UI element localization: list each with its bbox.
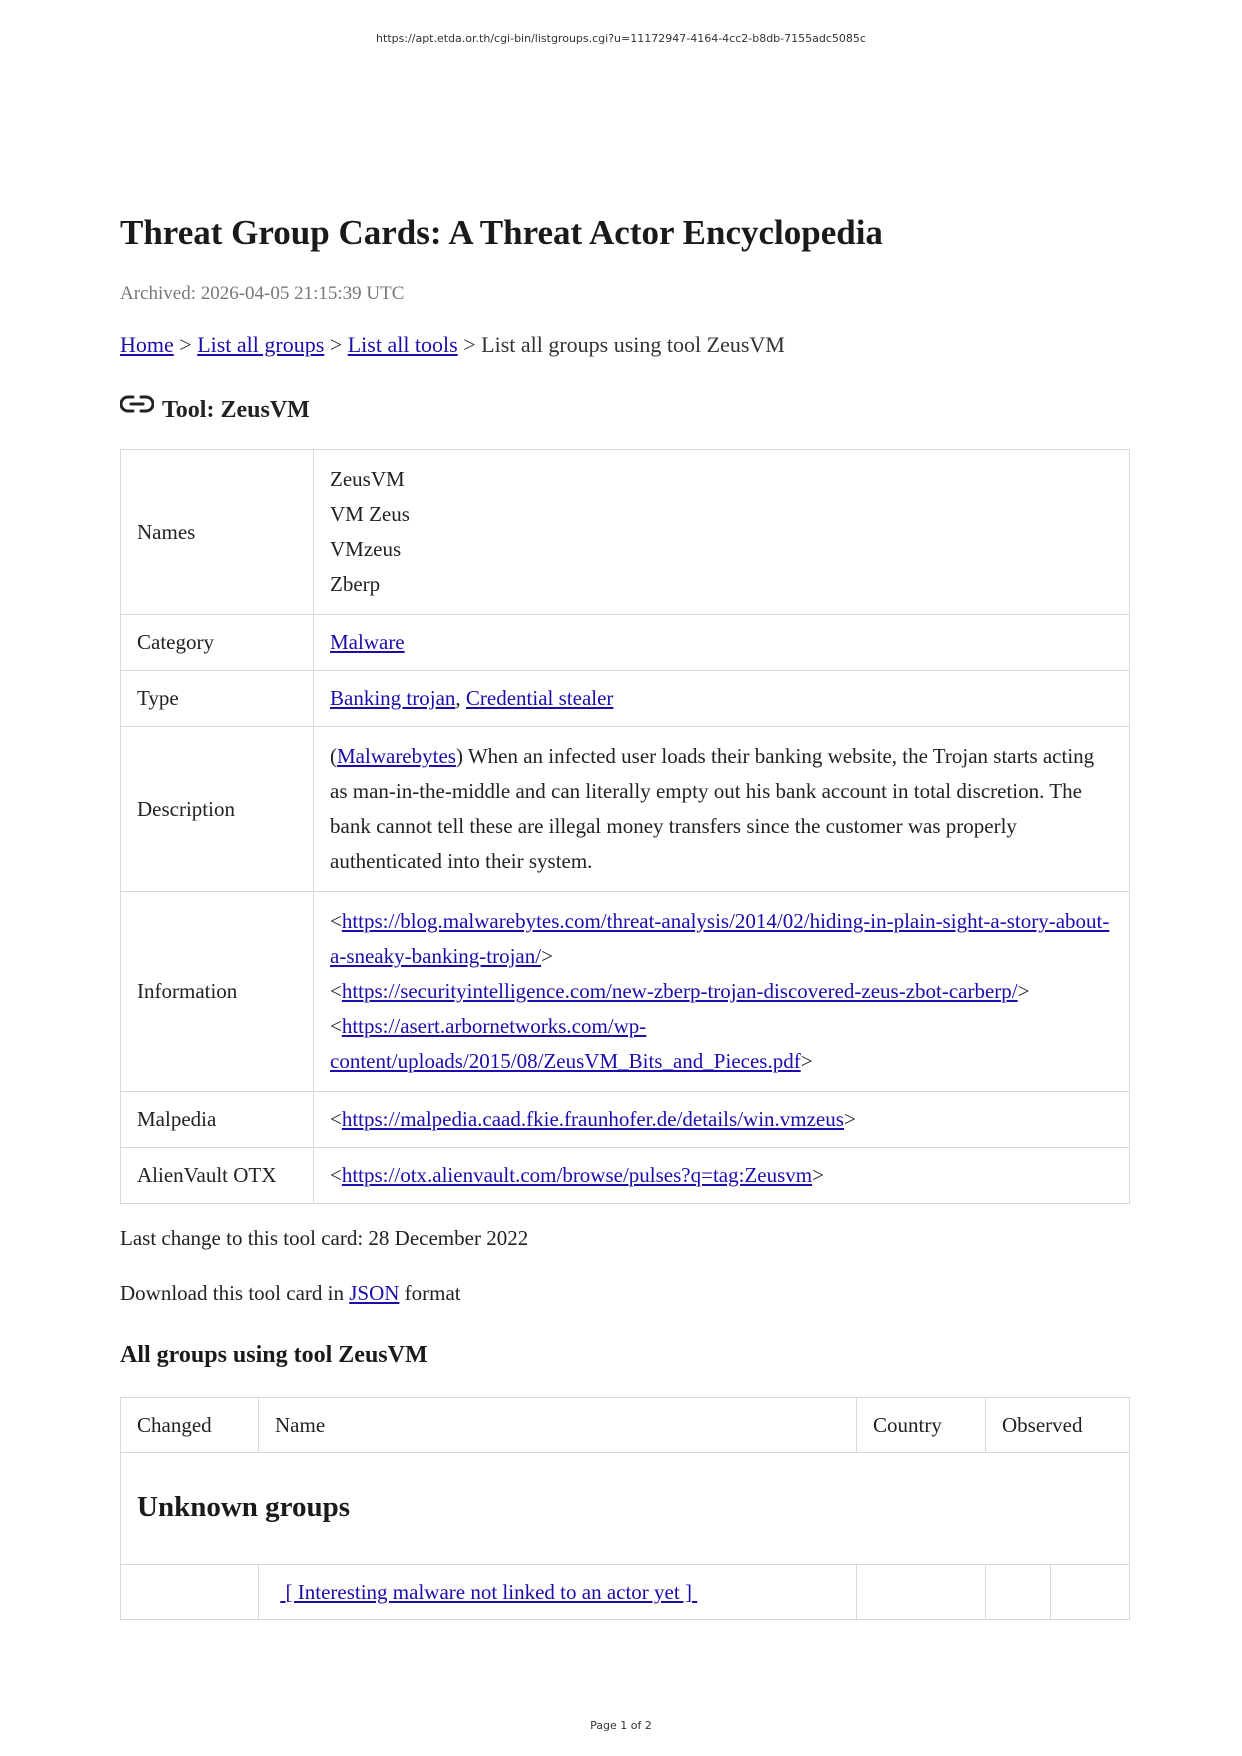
column-header-country: Country [857, 1398, 986, 1453]
category-row [121, 615, 1130, 671]
malpedia-label: Malpedia [121, 1092, 314, 1148]
information-item [330, 904, 1113, 974]
angle-open: < [330, 909, 342, 933]
section-cell [121, 1453, 1130, 1565]
breadcrumb-tools-link[interactable]: List all tools [347, 332, 458, 357]
groups-header-row [121, 1398, 1130, 1453]
json-download-link[interactable]: JSON [349, 1281, 400, 1305]
breadcrumb-groups-link[interactable]: List all groups [197, 332, 325, 357]
name-item: Zberp [330, 572, 381, 596]
names-row [121, 450, 1130, 615]
information-value [314, 892, 1130, 1092]
otx-label: AlienVault OTX [121, 1148, 314, 1204]
information-label: Information [121, 892, 314, 1092]
page-number: Page 1 of 2 [590, 1719, 652, 1732]
malpedia-value [314, 1092, 1130, 1148]
otx-row [121, 1148, 1130, 1204]
malpedia-link[interactable]: https://malpedia.caad.fkie.fraunhofer.de/details/win.vmzeus [341, 1107, 844, 1131]
tool-heading-text: Tool: ZeusVM [162, 397, 310, 423]
category-value [314, 615, 1130, 671]
groups-heading: All groups using tool ZeusVM [120, 1342, 428, 1368]
type-link-banking-trojan[interactable]: Banking trojan [330, 686, 456, 710]
download-prefix: Download this tool card in [120, 1281, 344, 1305]
malpedia-row [121, 1092, 1130, 1148]
description-open-paren: ( [330, 744, 337, 768]
changed-cell [121, 1565, 259, 1620]
column-header-name: Name [259, 1398, 857, 1453]
tool-info-table [120, 449, 1130, 1204]
information-item [330, 1009, 1113, 1079]
breadcrumb-separator: > [463, 332, 476, 357]
angle-open: < [330, 979, 342, 1003]
tool-heading [120, 394, 1130, 424]
download-suffix: format [404, 1281, 461, 1305]
category-label: Category [121, 615, 314, 671]
groups-table [120, 1397, 1130, 1620]
information-link[interactable]: https://blog.malwarebytes.com/threat-analysis/2014/02/hiding-in-plain-sight-a-story-about-a-sneaky-banking-trojan/ [330, 909, 1110, 968]
description-value [314, 727, 1130, 892]
name-item: VMzeus [330, 537, 402, 561]
link-icon [120, 394, 154, 424]
information-row [121, 892, 1130, 1092]
description-source-link[interactable]: Malwarebytes [337, 744, 456, 768]
angle-close: > [812, 1163, 824, 1187]
otx-value [314, 1148, 1130, 1204]
breadcrumb-home-link[interactable]: Home [120, 332, 174, 357]
name-item: VM Zeus [330, 502, 410, 526]
group-link[interactable] [280, 1580, 697, 1604]
otx-link[interactable]: https://otx.alienvault.com/browse/pulses?q=tag:Zeusvm [341, 1163, 813, 1187]
information-link[interactable]: https://securityintelligence.com/new-zberp-trojan-discovered-zeus-zbot-carberp/ [341, 979, 1018, 1003]
information-link[interactable]: https://asert.arbornetworks.com/wp-content/uploads/2015/08/ZeusVM_Bits_and_Pieces.pdf [330, 1014, 801, 1073]
extra-cell [1051, 1565, 1130, 1620]
group-link-text: [ Interesting malware not linked to an actor yet ] [285, 1579, 692, 1604]
column-header-observed: Observed [986, 1398, 1130, 1453]
angle-open: < [330, 1014, 342, 1038]
type-value [314, 671, 1130, 727]
angle-close: > [541, 944, 553, 968]
description-label: Description [121, 727, 314, 892]
observed-cell [986, 1565, 1051, 1620]
type-label: Type [121, 671, 314, 727]
archived-timestamp: Archived: 2026-04-05 21:15:39 UTC [120, 283, 405, 304]
breadcrumb-separator: > [179, 332, 192, 357]
breadcrumb [120, 332, 1130, 358]
names-value [314, 450, 1130, 615]
main-content [120, 212, 1130, 1620]
print-header-url: https://apt.etda.or.th/cgi-bin/listgroups.cgi?u=11172947-4164-4cc2-b8db-7155adc5085c [376, 32, 866, 45]
type-row [121, 671, 1130, 727]
description-row [121, 727, 1130, 892]
download-line [120, 1281, 1130, 1306]
category-link[interactable]: Malware [330, 630, 405, 654]
names-label: Names [121, 450, 314, 615]
page-title: Threat Group Cards: A Threat Actor Encyclopedia [120, 213, 883, 252]
breadcrumb-current: List all groups using tool ZeusVM [481, 332, 785, 357]
section-row [121, 1453, 1130, 1565]
last-change: Last change to this tool card: 28 December 2022 [120, 1226, 529, 1250]
name-cell [259, 1565, 857, 1620]
angle-open: < [330, 1163, 342, 1187]
description-text: ) When an infected user loads their banking website, the Trojan starts acting as man-in-the-middle and can literally empty out his bank account in total discretion. The bank cannot tell these are illegal money transfers since the customer was properly authenticated into their system. [330, 744, 1095, 873]
type-link-credential-stealer[interactable]: Credential stealer [465, 686, 614, 710]
breadcrumb-separator: > [329, 332, 343, 357]
column-header-changed: Changed [121, 1398, 259, 1453]
type-separator: , [455, 686, 461, 710]
angle-close: > [800, 1049, 813, 1073]
country-cell [857, 1565, 986, 1620]
angle-close: > [843, 1107, 856, 1131]
section-title: Unknown groups [137, 1491, 351, 1523]
table-row [121, 1565, 1130, 1620]
information-item [330, 974, 1113, 1009]
angle-close: > [1017, 979, 1030, 1003]
angle-open: < [330, 1107, 342, 1131]
name-item: ZeusVM [330, 467, 405, 491]
